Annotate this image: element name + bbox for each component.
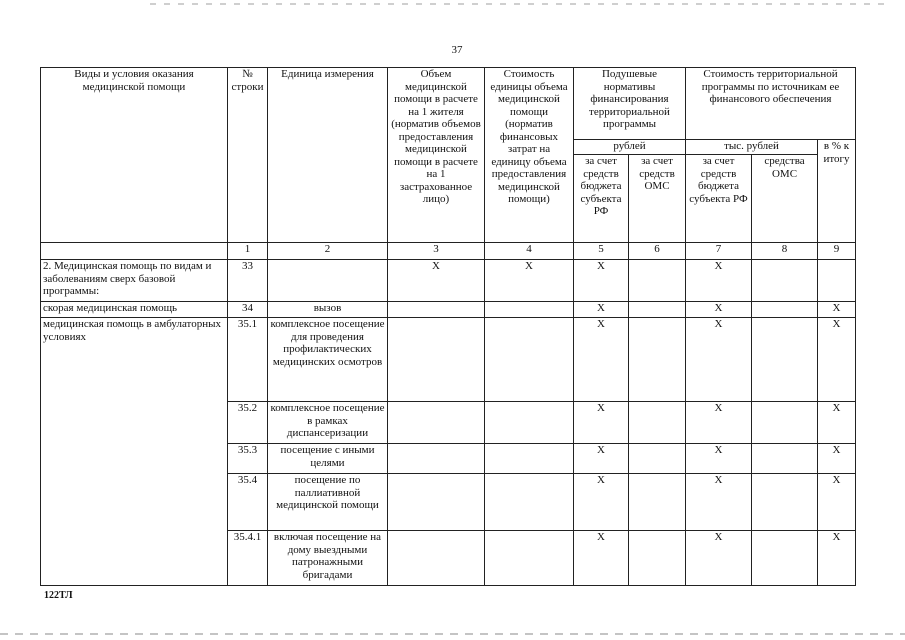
row-cell: X (686, 318, 752, 402)
row-cell: X (686, 260, 752, 302)
row-cell: X (574, 402, 629, 444)
row-cell (629, 444, 686, 474)
column-number: 5 (574, 243, 629, 260)
row-cell (752, 302, 818, 318)
row-number: 35.2 (228, 402, 268, 444)
row-cell: X (818, 402, 856, 444)
row-number: 35.4 (228, 474, 268, 531)
row-cell (388, 302, 485, 318)
header-unit-cost: Стоимость единицы объема медицинской помощи (норматив финансовых затрат на единицу объема предоставления медицинской помощи) (485, 68, 574, 243)
row-cell (388, 474, 485, 531)
row-cell (629, 302, 686, 318)
row-number: 34 (228, 302, 268, 318)
row-cell: X (485, 260, 574, 302)
row-cell: X (388, 260, 485, 302)
column-numbers-row (41, 243, 856, 260)
row-cell: X (818, 318, 856, 402)
row-cell: X (818, 302, 856, 318)
row-cell: X (686, 302, 752, 318)
row-cell: X (574, 318, 629, 402)
row-cell (629, 402, 686, 444)
financing-table (40, 67, 856, 586)
row-number: 35.4.1 (228, 531, 268, 586)
row-cell: X (574, 531, 629, 586)
scan-artifact-top (150, 3, 890, 5)
column-number-blank (41, 243, 228, 260)
header-budget-rubles: за счет средств бюджета субъекта РФ (574, 155, 629, 243)
header-percent: в % к итогу (818, 140, 856, 243)
row-cell (629, 531, 686, 586)
header-program-cost: Стоимость территориальной программы по источникам ее финансового обеспечения (686, 68, 856, 140)
table-row (41, 318, 856, 402)
row-cell: X (686, 474, 752, 531)
row-unit (268, 260, 388, 302)
row-cell (485, 402, 574, 444)
column-number: 3 (388, 243, 485, 260)
header-unit: Единица измерения (268, 68, 388, 243)
header-service-type: Виды и условия оказания медицинской помощи (41, 68, 228, 243)
row-number: 35.3 (228, 444, 268, 474)
row-cell (388, 402, 485, 444)
row-cell: X (818, 444, 856, 474)
row-unit: комплексное посещение для проведения профилактических медицинских осмотров (268, 318, 388, 402)
column-number: 1 (228, 243, 268, 260)
row-number: 35.1 (228, 318, 268, 402)
row-cell: X (686, 531, 752, 586)
column-number: 2 (268, 243, 388, 260)
row-cell: X (818, 531, 856, 586)
row-unit: вызов (268, 302, 388, 318)
page-number: 37 (451, 44, 463, 56)
row-unit: включая посещение на дому выездными патронажными бригадами (268, 531, 388, 586)
header-budget-thousand: за счет средств бюджета субъекта РФ (686, 155, 752, 243)
column-number: 7 (686, 243, 752, 260)
column-number: 6 (629, 243, 686, 260)
row-number: 33 (228, 260, 268, 302)
row-cell: X (686, 444, 752, 474)
row-service-type: скорая медицинская помощь (41, 302, 228, 318)
header-rubles: рублей (574, 140, 686, 155)
row-cell (752, 531, 818, 586)
row-service-type: 2. Медицинская помощь по видам и заболеваниям сверх базовой программы: (41, 260, 228, 302)
row-cell (752, 402, 818, 444)
table-row (41, 302, 856, 318)
document-code: 122ТЛ (44, 590, 73, 601)
header-per-capita-normatives: Подушевые нормативы финансирования территориальной программы (574, 68, 686, 140)
row-cell (752, 444, 818, 474)
header-oms-thousand: средства ОМС (752, 155, 818, 243)
row-cell (629, 318, 686, 402)
header-thousand-rubles: тыс. рублей (686, 140, 818, 155)
header-row (41, 68, 856, 140)
row-cell (629, 474, 686, 531)
column-number: 8 (752, 243, 818, 260)
table-row (41, 260, 856, 302)
row-cell (752, 318, 818, 402)
row-cell (818, 260, 856, 302)
row-cell: X (574, 474, 629, 531)
scan-artifact-bottom (0, 633, 905, 635)
column-number: 9 (818, 243, 856, 260)
row-cell (388, 444, 485, 474)
row-cell (752, 260, 818, 302)
row-service-type: медицинская помощь в амбулаторных условиях (41, 318, 228, 586)
row-unit: комплексное посещение в рамках диспансеризации (268, 402, 388, 444)
row-cell (485, 318, 574, 402)
header-volume: Объем медицинской помощи в расчете на 1 жителя (норматив объемов предоставления медицинской помощи в расчете на 1 застрахованное лицо) (388, 68, 485, 243)
row-cell: X (574, 444, 629, 474)
row-cell: X (574, 302, 629, 318)
row-cell: X (574, 260, 629, 302)
row-cell (388, 318, 485, 402)
column-number: 4 (485, 243, 574, 260)
row-cell (485, 302, 574, 318)
row-cell: X (818, 474, 856, 531)
row-cell (485, 474, 574, 531)
row-cell (388, 531, 485, 586)
row-unit: посещение с иными целями (268, 444, 388, 474)
row-cell (752, 474, 818, 531)
row-cell (485, 531, 574, 586)
header-row-number: № строки (228, 68, 268, 243)
row-cell (629, 260, 686, 302)
row-cell (485, 444, 574, 474)
row-cell: X (686, 402, 752, 444)
header-oms-rubles: за счет средств ОМС (629, 155, 686, 243)
row-unit: посещение по паллиативной медицинской помощи (268, 474, 388, 531)
